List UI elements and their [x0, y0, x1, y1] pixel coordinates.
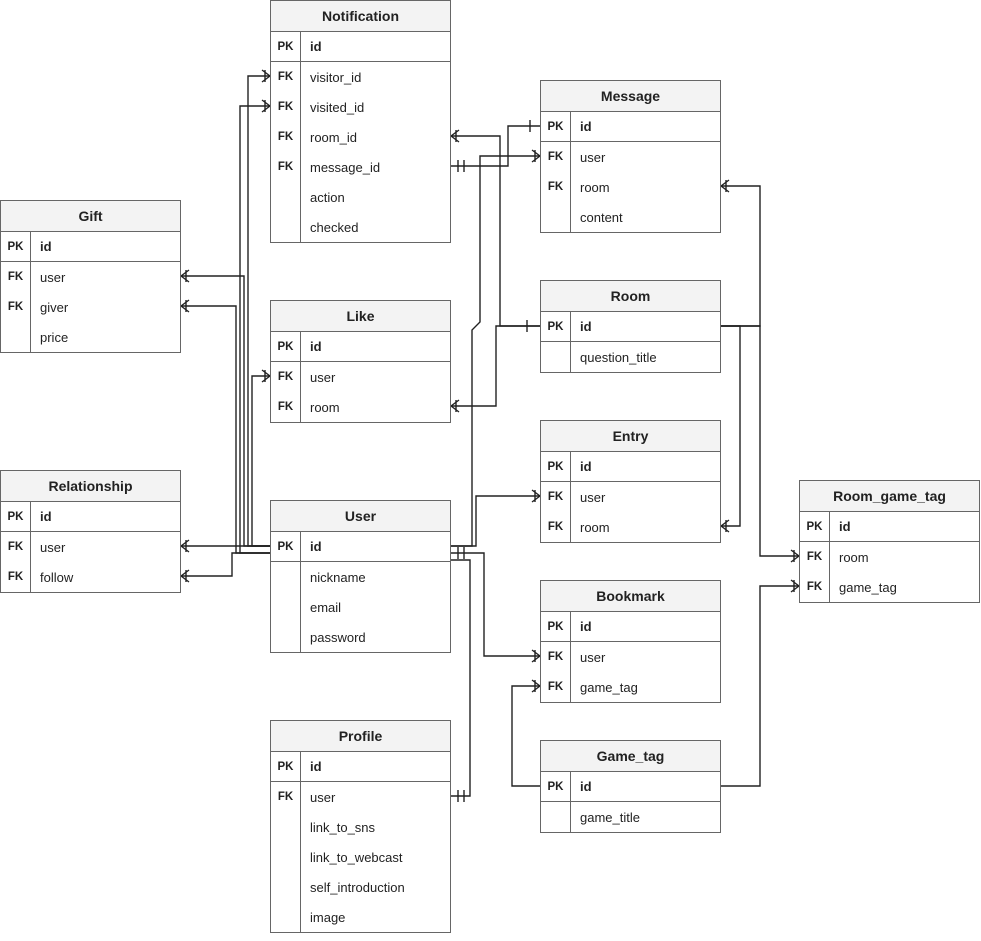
attribute-key: PK — [541, 112, 571, 141]
attribute-key: FK — [541, 142, 571, 172]
attribute-name: id — [310, 539, 322, 554]
crowfoot-notification-visitor — [262, 70, 270, 82]
attribute-name: id — [40, 509, 52, 524]
attribute-row — [541, 112, 720, 142]
entity-title-entry: Entry — [541, 421, 720, 452]
attribute-key: FK — [271, 92, 301, 122]
attribute-name: user — [310, 789, 336, 805]
entity-title-bookmark: Bookmark — [541, 581, 720, 612]
attribute-name: price — [40, 329, 69, 345]
attribute-name: question_title — [580, 349, 657, 365]
crowfoot-bookmark-user — [532, 650, 540, 662]
entity-user[interactable] — [270, 500, 451, 653]
attribute-row — [271, 812, 450, 842]
attribute-key: PK — [541, 612, 571, 641]
attribute-name: room — [580, 179, 610, 195]
crowfoot-entry-room — [721, 520, 729, 532]
attribute-row — [541, 172, 720, 202]
edge-gametag-roomgametag — [721, 586, 799, 786]
entity-title-like: Like — [271, 301, 450, 332]
attribute-row — [271, 902, 450, 932]
attribute-row — [1, 232, 180, 262]
attribute-name: link_to_webcast — [310, 849, 403, 865]
attribute-name: email — [310, 599, 342, 615]
attribute-row — [1, 262, 180, 292]
edge-room-entry-room — [721, 326, 740, 526]
entity-game-tag[interactable] — [540, 740, 721, 833]
attribute-key: FK — [800, 572, 830, 602]
attribute-key: PK — [541, 312, 571, 341]
edge-user-message-user — [451, 156, 540, 546]
crowfoot-message-room — [721, 180, 729, 192]
attribute-name: user — [580, 149, 606, 165]
attribute-key — [1, 322, 31, 352]
attribute-key: FK — [800, 542, 830, 572]
attribute-key — [271, 212, 301, 242]
attribute-row — [271, 362, 450, 392]
attribute-key: FK — [1, 562, 31, 592]
attribute-key: FK — [541, 512, 571, 542]
entity-like[interactable] — [270, 300, 451, 423]
attribute-key: PK — [800, 512, 830, 541]
attribute-key — [271, 812, 301, 842]
crowfoot-relationship-follow — [181, 570, 189, 582]
crowfoot-gift-giver — [181, 300, 189, 312]
attribute-key: FK — [271, 392, 301, 422]
attribute-row — [271, 32, 450, 62]
edge-user-entry-user — [451, 496, 540, 546]
attribute-row — [271, 532, 450, 562]
attribute-name: checked — [310, 219, 359, 235]
attribute-row — [1, 502, 180, 532]
attribute-row — [541, 482, 720, 512]
crowfoot-roomgametag-room — [791, 550, 799, 562]
attribute-row — [541, 772, 720, 802]
attribute-key: FK — [541, 172, 571, 202]
attribute-row — [1, 322, 180, 352]
attribute-key: PK — [541, 452, 571, 481]
attribute-row — [271, 842, 450, 872]
attribute-name: id — [580, 319, 592, 334]
edge-room-like-room — [451, 326, 540, 406]
attribute-row — [271, 622, 450, 652]
attribute-key: FK — [1, 262, 31, 292]
attribute-name: id — [580, 119, 592, 134]
attribute-name: id — [310, 759, 322, 774]
attribute-name: giver — [40, 299, 69, 315]
edge-gametag-bookmark — [512, 686, 540, 786]
attribute-key: FK — [1, 292, 31, 322]
attribute-name: id — [310, 339, 322, 354]
attribute-row — [1, 562, 180, 592]
attribute-row — [541, 512, 720, 542]
attribute-key — [271, 622, 301, 652]
attribute-key — [541, 342, 571, 372]
crowfoot-like-user — [262, 370, 270, 382]
attribute-key — [271, 842, 301, 872]
attribute-key: PK — [271, 32, 301, 61]
attribute-key: PK — [271, 752, 301, 781]
attribute-key: FK — [271, 62, 301, 92]
attribute-row — [271, 212, 450, 242]
attribute-row — [271, 122, 450, 152]
edge-user-like-user — [252, 376, 270, 546]
attribute-row — [271, 392, 450, 422]
entity-bookmark[interactable] — [540, 580, 721, 703]
attribute-name: user — [40, 539, 66, 555]
attribute-name: follow — [40, 569, 74, 585]
entity-title-notification: Notification — [271, 1, 450, 32]
attribute-name: user — [580, 649, 606, 665]
attribute-row — [541, 642, 720, 672]
entity-title-room: Room — [541, 281, 720, 312]
attribute-name: game_tag — [839, 579, 897, 595]
attribute-name: game_tag — [580, 679, 638, 695]
edge-user-gift-giver — [181, 306, 270, 553]
entity-title-message: Message — [541, 81, 720, 112]
entity-title-gift: Gift — [1, 201, 180, 232]
attribute-name: user — [310, 369, 336, 385]
attribute-key: FK — [541, 642, 571, 672]
edge-user-notification-visitor — [248, 76, 270, 546]
attribute-name: room_id — [310, 129, 357, 145]
edge-user-notification-visited — [240, 106, 270, 553]
attribute-name: room — [310, 399, 340, 415]
entity-room-game-tag[interactable] — [799, 480, 980, 603]
attribute-row — [271, 182, 450, 212]
attribute-name: id — [580, 619, 592, 634]
attribute-name: user — [40, 269, 66, 285]
attribute-key: FK — [271, 122, 301, 152]
attribute-row — [800, 512, 979, 542]
attribute-row — [1, 292, 180, 322]
attribute-name: image — [310, 909, 346, 925]
entity-title-user: User — [271, 501, 450, 532]
attribute-row — [541, 312, 720, 342]
crowfoot-notification-visited — [262, 100, 270, 112]
attribute-name: self_introduction — [310, 879, 405, 895]
crowfoot-relationship-user — [181, 540, 189, 552]
attribute-key: FK — [541, 672, 571, 702]
attribute-key — [271, 592, 301, 622]
attribute-key: PK — [271, 332, 301, 361]
edge-user-profile-user — [451, 560, 470, 796]
crowfoot-like-room — [451, 400, 459, 412]
attribute-row — [271, 752, 450, 782]
attribute-name: room — [839, 549, 869, 565]
edge-message-notification-message — [451, 126, 540, 166]
attribute-name: message_id — [310, 159, 381, 175]
crowfoot-roomgametag-gametag — [791, 580, 799, 592]
entity-title-game-tag: Game_tag — [541, 741, 720, 772]
attribute-key — [271, 902, 301, 932]
crowfoot-entry-user — [532, 490, 540, 502]
attribute-row — [800, 572, 979, 602]
attribute-name: visited_id — [310, 99, 365, 115]
attribute-row — [541, 672, 720, 702]
entity-notification[interactable] — [270, 0, 451, 243]
attribute-key: FK — [271, 152, 301, 182]
edge-room-notification-room — [451, 136, 540, 326]
entity-room[interactable] — [540, 280, 721, 373]
attribute-row — [1, 532, 180, 562]
attribute-row — [800, 542, 979, 572]
attribute-name: id — [580, 779, 592, 794]
attribute-key: PK — [271, 532, 301, 561]
attribute-row — [541, 342, 720, 372]
attribute-name: id — [310, 39, 322, 54]
attribute-row — [271, 152, 450, 182]
entity-title-relationship: Relationship — [1, 471, 180, 502]
crowfoot-gift-user — [181, 270, 189, 282]
attribute-row — [541, 612, 720, 642]
entity-entry[interactable] — [540, 420, 721, 543]
attribute-key — [271, 562, 301, 592]
attribute-key — [541, 202, 571, 232]
attribute-key — [271, 182, 301, 212]
entity-title-profile: Profile — [271, 721, 450, 752]
attribute-name: id — [839, 519, 851, 534]
attribute-name: game_title — [580, 809, 640, 825]
crowfoot-bookmark-gametag — [532, 680, 540, 692]
attribute-name: action — [310, 189, 345, 205]
edge-user-relationship-follow — [181, 553, 270, 576]
crowfoot-message-user — [532, 150, 540, 162]
attribute-row — [541, 142, 720, 172]
entity-message[interactable] — [540, 80, 721, 233]
entity-gift[interactable] — [0, 200, 181, 353]
attribute-name: id — [40, 239, 52, 254]
attribute-row — [271, 92, 450, 122]
attribute-key: FK — [271, 782, 301, 812]
attribute-key: PK — [1, 502, 31, 531]
edge-room-roomgametag-room — [721, 326, 799, 556]
attribute-name: password — [310, 629, 366, 645]
edge-user-bookmark-user — [451, 553, 540, 656]
attribute-name: content — [580, 209, 623, 225]
entity-relationship[interactable] — [0, 470, 181, 593]
attribute-name: user — [580, 489, 606, 505]
edge-room-message-room — [721, 186, 760, 326]
attribute-key: FK — [1, 532, 31, 562]
attribute-name: visitor_id — [310, 69, 362, 85]
attribute-key: FK — [541, 482, 571, 512]
attribute-name: nickname — [310, 569, 366, 585]
attribute-key: FK — [271, 362, 301, 392]
attribute-name: id — [580, 459, 592, 474]
attribute-row — [271, 332, 450, 362]
entity-title-room-game-tag: Room_game_tag — [800, 481, 979, 512]
attribute-key — [271, 872, 301, 902]
attribute-row — [271, 592, 450, 622]
edge-user-gift-user — [181, 276, 270, 546]
attribute-key: PK — [1, 232, 31, 261]
attribute-row — [541, 802, 720, 832]
attribute-row — [271, 872, 450, 902]
attribute-row — [541, 452, 720, 482]
attribute-row — [271, 782, 450, 812]
attribute-key: PK — [541, 772, 571, 801]
attribute-name: link_to_sns — [310, 819, 376, 835]
attribute-row — [271, 62, 450, 92]
attribute-row — [271, 562, 450, 592]
attribute-row — [541, 202, 720, 232]
entity-profile[interactable] — [270, 720, 451, 933]
attribute-key — [541, 802, 571, 832]
crowfoot-notification-room — [451, 130, 459, 142]
attribute-name: room — [580, 519, 610, 535]
